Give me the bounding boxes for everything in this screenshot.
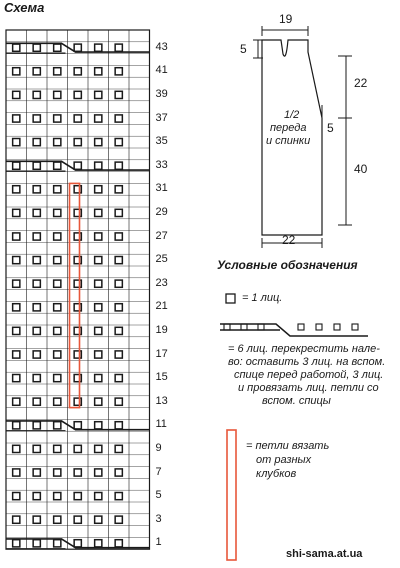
- knit-stitch: [115, 351, 122, 358]
- knit-stitch: [115, 327, 122, 334]
- legend-title: Условные обозначения: [217, 258, 358, 272]
- knit-stitch: [74, 516, 81, 523]
- knit-stitch: [95, 68, 102, 75]
- knit-stitch: [54, 209, 61, 216]
- row-label: 1: [155, 536, 162, 549]
- knit-stitch: [13, 375, 20, 382]
- watermark: shi-sama.at.ua: [286, 548, 363, 560]
- knit-stitch: [54, 327, 61, 334]
- knit-stitch: [13, 186, 20, 193]
- knit-stitch: [115, 469, 122, 476]
- knit-stitch: [74, 91, 81, 98]
- knit-stitch: [54, 516, 61, 523]
- knit-stitch: [54, 139, 61, 146]
- row-label: 33: [155, 158, 168, 171]
- legend-cable-desc-2: во: оставить 3 лиц. на вспом.: [228, 356, 386, 368]
- knit-stitch: [13, 516, 20, 523]
- knit-stitch: [115, 186, 122, 193]
- knit-stitch: [54, 280, 61, 287]
- knit-stitch: [33, 91, 40, 98]
- knit-stitch: [33, 233, 40, 240]
- knit-stitch: [115, 209, 122, 216]
- knit-stitch: [33, 327, 40, 334]
- knit-stitch: [95, 233, 102, 240]
- knit-stitch: [54, 115, 61, 122]
- knit-stitch: [95, 209, 102, 216]
- knit-stitch: [74, 445, 81, 452]
- knit-stitch: [54, 375, 61, 382]
- knit-stitch: [115, 68, 122, 75]
- row-label: 15: [155, 371, 168, 384]
- row-label: 7: [155, 465, 162, 478]
- row-label: 5: [155, 489, 162, 502]
- knit-stitch: [95, 327, 102, 334]
- knit-stitch: [74, 162, 81, 169]
- legend-cable-desc-4: и провязать лиц. петли со: [238, 382, 379, 394]
- knit-stitch: [54, 445, 61, 452]
- knit-stitch: [54, 351, 61, 358]
- knit-stitch: [115, 257, 122, 264]
- row-label: 21: [155, 300, 168, 313]
- knit-stitch: [95, 469, 102, 476]
- knit-stitch: [13, 139, 20, 146]
- legend-knit-symbol: [226, 294, 235, 303]
- knit-stitch: [74, 68, 81, 75]
- knit-stitch: [115, 233, 122, 240]
- knit-stitch: [115, 375, 122, 382]
- knit-stitch: [13, 44, 20, 51]
- knit-stitch: [115, 422, 122, 429]
- knit-stitch: [54, 68, 61, 75]
- row-label: 31: [155, 182, 168, 195]
- knit-stitch: [95, 91, 102, 98]
- knit-stitch: [13, 115, 20, 122]
- row-label: 27: [155, 229, 168, 242]
- knit-stitch: [13, 233, 20, 240]
- knit-stitch: [115, 44, 122, 51]
- legend-cable-desc-1: = 6 лиц. перекрестить нале-: [228, 343, 380, 355]
- knit-stitch: [74, 44, 81, 51]
- legend-color-strip: [227, 430, 236, 560]
- knit-stitch: [13, 351, 20, 358]
- knit-stitch: [115, 540, 122, 547]
- row-label: 9: [155, 442, 162, 454]
- knit-stitch: [13, 422, 20, 429]
- knit-stitch: [33, 422, 40, 429]
- knit-stitch: [115, 280, 122, 287]
- knit-stitch: [33, 186, 40, 193]
- knit-stitch: [13, 540, 20, 547]
- row-label: 11: [155, 418, 167, 431]
- dim-top-width: 19: [279, 12, 293, 26]
- row-label: 25: [155, 253, 168, 266]
- row-label: 19: [155, 324, 168, 336]
- knit-stitch: [33, 445, 40, 452]
- row-label: 37: [155, 111, 168, 124]
- knit-stitch: [115, 115, 122, 122]
- knit-stitch: [95, 516, 102, 523]
- row-label: 3: [155, 512, 162, 525]
- knit-stitch: [33, 516, 40, 523]
- legend-cable-desc-5: вспом. спицы: [262, 395, 331, 407]
- knit-stitch: [74, 493, 81, 500]
- knit-stitch: [33, 493, 40, 500]
- knit-stitch: [33, 469, 40, 476]
- knit-stitch: [33, 162, 40, 169]
- knit-stitch: [54, 257, 61, 264]
- knit-stitch: [13, 469, 20, 476]
- knit-stitch: [95, 115, 102, 122]
- knit-stitch: [115, 304, 122, 311]
- knit-stitch: [33, 304, 40, 311]
- knit-stitch: [13, 327, 20, 334]
- knit-stitch: [54, 162, 61, 169]
- knit-stitch: [95, 162, 102, 169]
- knit-stitch: [95, 445, 102, 452]
- knit-stitch: [54, 91, 61, 98]
- knit-stitch: [95, 186, 102, 193]
- knit-stitch: [33, 257, 40, 264]
- knit-stitch: [54, 233, 61, 240]
- knit-stitch: [74, 139, 81, 146]
- knit-stitch: [13, 493, 20, 500]
- knit-stitch: [115, 445, 122, 452]
- knit-stitch: [13, 280, 20, 287]
- knit-stitch: [33, 139, 40, 146]
- row-label: 29: [155, 206, 168, 218]
- knit-stitch: [74, 422, 81, 429]
- knit-stitch: [13, 162, 20, 169]
- knit-stitch: [95, 422, 102, 429]
- knitting-chart-grid: [6, 30, 150, 549]
- knit-stitch: [95, 493, 102, 500]
- knit-stitch: [95, 398, 102, 405]
- legend-cable-symbol: [220, 324, 368, 336]
- dim-shoulder-offset: 5: [327, 121, 334, 135]
- knit-stitch: [54, 304, 61, 311]
- knit-stitch: [95, 139, 102, 146]
- knit-stitch: [33, 68, 40, 75]
- legend-color-desc-1: = петли вязать: [246, 440, 330, 452]
- knit-stitch: [54, 540, 61, 547]
- row-label: 13: [155, 394, 168, 407]
- knit-stitch: [54, 493, 61, 500]
- knit-stitch: [33, 375, 40, 382]
- row-label: 17: [155, 347, 168, 360]
- knit-stitch: [115, 91, 122, 98]
- knit-stitch: [115, 139, 122, 146]
- knit-stitch: [115, 493, 122, 500]
- knit-stitch: [95, 257, 102, 264]
- legend-color-desc-3: клубков: [256, 468, 297, 480]
- legend-knit-desc: = 1 лиц.: [242, 292, 283, 304]
- knit-stitch: [115, 398, 122, 405]
- knit-stitch: [33, 115, 40, 122]
- dim-body-height: 40: [354, 162, 368, 176]
- knit-stitch: [13, 257, 20, 264]
- legend-symbols: [220, 294, 368, 560]
- knit-stitch: [33, 540, 40, 547]
- row-label: 39: [155, 88, 168, 100]
- schematic-label-2: переда: [270, 122, 307, 134]
- knit-stitch: [13, 304, 20, 311]
- knit-stitch: [74, 540, 81, 547]
- knit-stitch: [115, 516, 122, 523]
- knit-stitch: [13, 68, 20, 75]
- legend-color-desc-2: от разных: [256, 454, 312, 466]
- knit-stitch: [115, 162, 122, 169]
- knit-stitch: [95, 351, 102, 358]
- knit-stitch: [33, 209, 40, 216]
- row-label: 23: [155, 276, 168, 289]
- knit-stitch: [54, 398, 61, 405]
- row-label: 43: [155, 40, 168, 53]
- knit-stitch: [54, 44, 61, 51]
- dim-bottom-width: 22: [282, 233, 296, 247]
- knit-stitch: [95, 280, 102, 287]
- knit-stitch: [13, 91, 20, 98]
- knit-stitch: [33, 280, 40, 287]
- knit-stitch: [13, 445, 20, 452]
- dim-armhole: 22: [354, 76, 368, 90]
- legend-cable-desc-3: спице перед работой, 3 лиц.: [234, 369, 384, 381]
- knit-stitch: [33, 351, 40, 358]
- knit-stitch: [33, 398, 40, 405]
- knit-stitch: [74, 469, 81, 476]
- knit-stitch: [74, 115, 81, 122]
- knit-stitch: [54, 469, 61, 476]
- knit-stitch: [95, 540, 102, 547]
- knit-stitch: [33, 44, 40, 51]
- knit-stitch: [13, 209, 20, 216]
- chart-title: Схема: [4, 0, 45, 15]
- knit-stitch: [54, 186, 61, 193]
- knit-stitch: [95, 375, 102, 382]
- knit-stitch: [95, 304, 102, 311]
- knit-stitch: [95, 44, 102, 51]
- schematic-label-3: и спинки: [266, 135, 311, 147]
- knit-stitch: [54, 422, 61, 429]
- dim-neck-depth: 5: [240, 42, 247, 56]
- row-label: 41: [155, 64, 168, 77]
- row-label: 35: [155, 135, 168, 148]
- schematic-label-1: 1/2: [284, 109, 300, 121]
- knit-stitch: [13, 398, 20, 405]
